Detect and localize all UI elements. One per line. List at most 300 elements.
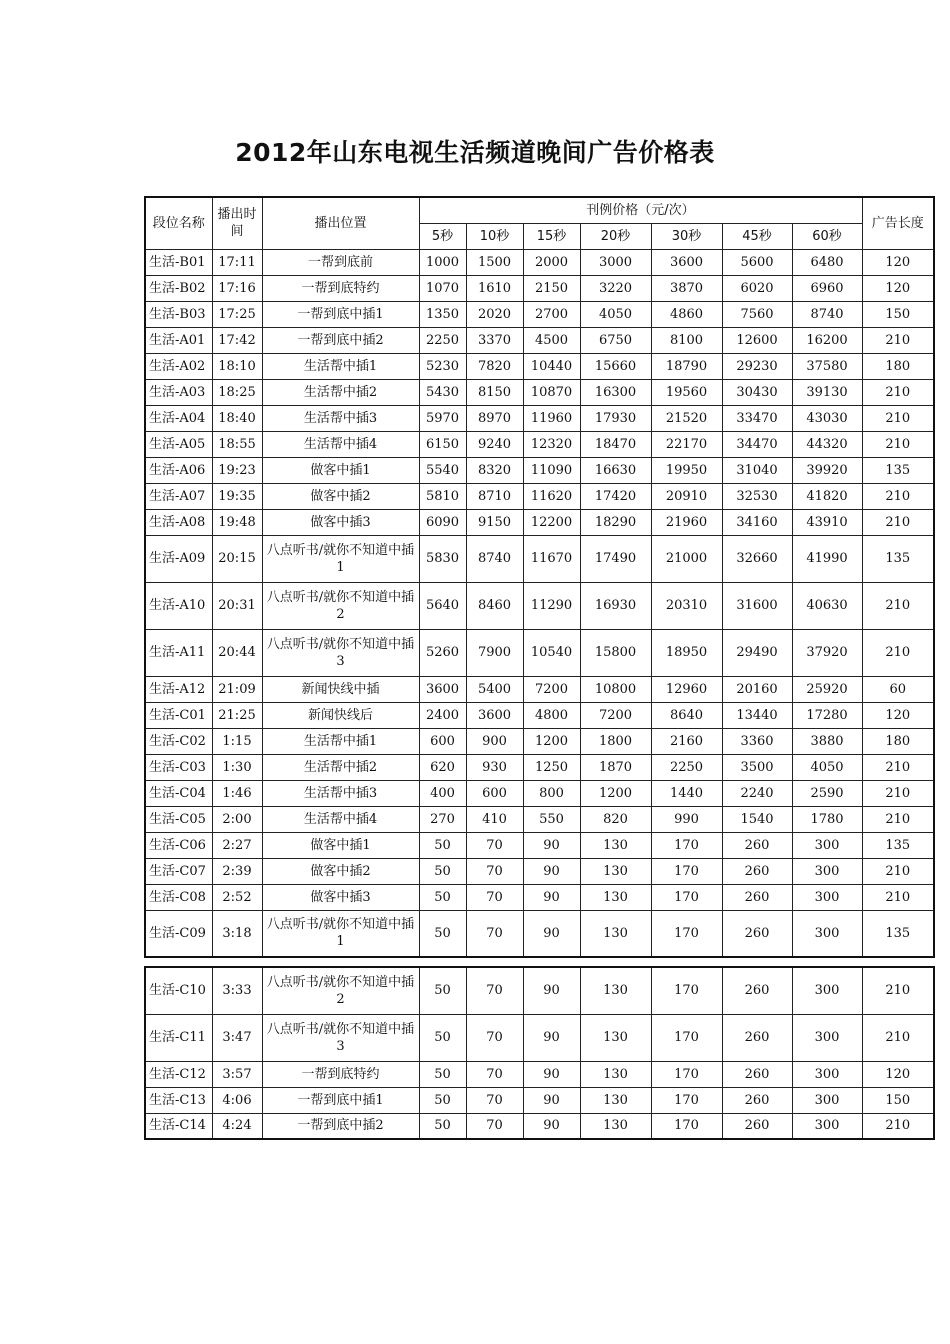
- price-cell: 130: [580, 1087, 651, 1113]
- air-time: 20:44: [212, 629, 262, 676]
- table-row: [145, 806, 934, 832]
- price-cell: 5540: [419, 457, 466, 483]
- price-cell: 70: [466, 967, 523, 1014]
- segment-name: 生活-A02: [145, 353, 212, 379]
- air-time: 21:25: [212, 702, 262, 728]
- air-position: 一帮到底中插2: [262, 327, 419, 353]
- table-row: [145, 1113, 934, 1139]
- price-table: [144, 196, 935, 958]
- segment-name: 生活-C11: [145, 1014, 212, 1061]
- price-cell: 8710: [466, 483, 523, 509]
- air-position: 生活帮中插3: [262, 405, 419, 431]
- table-row: [145, 780, 934, 806]
- price-cell: 130: [580, 832, 651, 858]
- ad-length: 135: [862, 832, 934, 858]
- price-cell: 15660: [580, 353, 651, 379]
- ad-length: 210: [862, 780, 934, 806]
- price-cell: 50: [419, 1061, 466, 1087]
- price-cell: 8640: [651, 702, 722, 728]
- air-position: 做客中插3: [262, 509, 419, 535]
- price-cell: 1200: [523, 728, 580, 754]
- air-position: 生活帮中插2: [262, 754, 419, 780]
- price-cell: 90: [523, 832, 580, 858]
- price-cell: 300: [792, 1113, 862, 1139]
- price-cell: 1350: [419, 301, 466, 327]
- price-cell: 16200: [792, 327, 862, 353]
- price-cell: 9240: [466, 431, 523, 457]
- price-cell: 600: [466, 780, 523, 806]
- table-row: [145, 702, 934, 728]
- segment-name: 生活-C04: [145, 780, 212, 806]
- price-cell: 7560: [722, 301, 792, 327]
- price-cell: 7820: [466, 353, 523, 379]
- price-cell: 19560: [651, 379, 722, 405]
- price-cell: 550: [523, 806, 580, 832]
- price-cell: 70: [466, 1113, 523, 1139]
- segment-name: 生活-C12: [145, 1061, 212, 1087]
- price-cell: 11620: [523, 483, 580, 509]
- ad-length: 210: [862, 1113, 934, 1139]
- price-cell: 260: [722, 1113, 792, 1139]
- price-cell: 70: [466, 1014, 523, 1061]
- price-cell: 260: [722, 1014, 792, 1061]
- price-cell: 3600: [651, 249, 722, 275]
- header-duration: 15秒: [523, 223, 580, 249]
- ad-length: 210: [862, 405, 934, 431]
- segment-name: 生活-A03: [145, 379, 212, 405]
- header-duration: 10秒: [466, 223, 523, 249]
- header-ad-length: 广告长度: [862, 197, 934, 249]
- price-cell: 1780: [792, 806, 862, 832]
- price-cell: 170: [651, 884, 722, 910]
- price-cell: 300: [792, 967, 862, 1014]
- air-position: 八点听书/就你不知道中插1: [262, 910, 419, 957]
- price-cell: 9150: [466, 509, 523, 535]
- price-cell: 70: [466, 884, 523, 910]
- price-cell: 170: [651, 1113, 722, 1139]
- price-cell: 33470: [722, 405, 792, 431]
- price-cell: 1200: [580, 780, 651, 806]
- ad-length: 180: [862, 353, 934, 379]
- price-cell: 16300: [580, 379, 651, 405]
- air-position: 生活帮中插4: [262, 431, 419, 457]
- price-cell: 1540: [722, 806, 792, 832]
- price-cell: 300: [792, 910, 862, 957]
- price-cell: 1000: [419, 249, 466, 275]
- price-cell: 22170: [651, 431, 722, 457]
- segment-name: 生活-A04: [145, 405, 212, 431]
- price-cell: 25920: [792, 676, 862, 702]
- price-cell: 6150: [419, 431, 466, 457]
- air-time: 1:30: [212, 754, 262, 780]
- price-cell: 11960: [523, 405, 580, 431]
- price-cell: 130: [580, 1113, 651, 1139]
- segment-name: 生活-C10: [145, 967, 212, 1014]
- price-cell: 31040: [722, 457, 792, 483]
- price-cell: 90: [523, 858, 580, 884]
- price-cell: 4500: [523, 327, 580, 353]
- header-position: 播出位置: [262, 197, 419, 249]
- price-cell: 1500: [466, 249, 523, 275]
- air-time: 17:11: [212, 249, 262, 275]
- air-time: 20:15: [212, 535, 262, 582]
- ad-length: 120: [862, 1061, 934, 1087]
- price-cell: 16930: [580, 582, 651, 629]
- air-time: 2:27: [212, 832, 262, 858]
- price-cell: 2000: [523, 249, 580, 275]
- table-row: [145, 1061, 934, 1087]
- air-position: 一帮到底特约: [262, 275, 419, 301]
- air-time: 18:40: [212, 405, 262, 431]
- price-cell: 70: [466, 858, 523, 884]
- price-table-continued: [144, 966, 935, 1140]
- price-cell: 6020: [722, 275, 792, 301]
- table-row: [145, 535, 934, 582]
- header-segment: 段位名称: [145, 197, 212, 249]
- price-cell: 260: [722, 1087, 792, 1113]
- price-cell: 10800: [580, 676, 651, 702]
- price-cell: 50: [419, 884, 466, 910]
- price-cell: 5260: [419, 629, 466, 676]
- header-price-group: 刊例价格（元/次）: [419, 197, 862, 223]
- price-cell: 260: [722, 832, 792, 858]
- ad-length: 210: [862, 483, 934, 509]
- ad-length: 210: [862, 629, 934, 676]
- price-cell: 17280: [792, 702, 862, 728]
- price-cell: 70: [466, 1087, 523, 1113]
- segment-name: 生活-C02: [145, 728, 212, 754]
- price-cell: 260: [722, 884, 792, 910]
- price-cell: 1610: [466, 275, 523, 301]
- air-time: 3:47: [212, 1014, 262, 1061]
- air-position: 生活帮中插1: [262, 353, 419, 379]
- price-cell: 260: [722, 910, 792, 957]
- ad-length: 210: [862, 858, 934, 884]
- price-cell: 50: [419, 858, 466, 884]
- price-cell: 2250: [419, 327, 466, 353]
- air-time: 4:06: [212, 1087, 262, 1113]
- ad-length: 210: [862, 431, 934, 457]
- table-row: [145, 509, 934, 535]
- price-cell: 16630: [580, 457, 651, 483]
- price-cell: 29490: [722, 629, 792, 676]
- price-cell: 8740: [466, 535, 523, 582]
- ad-length: 120: [862, 702, 934, 728]
- segment-name: 生活-A05: [145, 431, 212, 457]
- price-cell: 5400: [466, 676, 523, 702]
- ad-length: 120: [862, 249, 934, 275]
- price-cell: 3500: [722, 754, 792, 780]
- price-cell: 90: [523, 1061, 580, 1087]
- air-position: 一帮到底中插1: [262, 301, 419, 327]
- price-cell: 2250: [651, 754, 722, 780]
- price-cell: 37920: [792, 629, 862, 676]
- table-row: [145, 582, 934, 629]
- air-time: 17:42: [212, 327, 262, 353]
- air-position: 一帮到底中插1: [262, 1087, 419, 1113]
- price-cell: 19950: [651, 457, 722, 483]
- segment-name: 生活-C03: [145, 754, 212, 780]
- price-cell: 8320: [466, 457, 523, 483]
- price-cell: 50: [419, 832, 466, 858]
- price-cell: 3000: [580, 249, 651, 275]
- price-cell: 3880: [792, 728, 862, 754]
- air-position: 一帮到底特约: [262, 1061, 419, 1087]
- price-cell: 170: [651, 858, 722, 884]
- price-cell: 5810: [419, 483, 466, 509]
- price-cell: 32660: [722, 535, 792, 582]
- price-cell: 41990: [792, 535, 862, 582]
- air-time: 19:48: [212, 509, 262, 535]
- table-row: [145, 301, 934, 327]
- header-duration: 20秒: [580, 223, 651, 249]
- air-time: 2:52: [212, 884, 262, 910]
- ad-length: 210: [862, 806, 934, 832]
- price-cell: 90: [523, 967, 580, 1014]
- price-cell: 8100: [651, 327, 722, 353]
- air-position: 一帮到底前: [262, 249, 419, 275]
- price-cell: 10870: [523, 379, 580, 405]
- price-cell: 170: [651, 832, 722, 858]
- price-cell: 90: [523, 910, 580, 957]
- price-cell: 620: [419, 754, 466, 780]
- header-duration: 60秒: [792, 223, 862, 249]
- price-cell: 7900: [466, 629, 523, 676]
- header-duration: 45秒: [722, 223, 792, 249]
- price-cell: 1250: [523, 754, 580, 780]
- price-cell: 12960: [651, 676, 722, 702]
- table-row: [145, 249, 934, 275]
- price-cell: 1070: [419, 275, 466, 301]
- price-cell: 3600: [419, 676, 466, 702]
- air-time: 1:46: [212, 780, 262, 806]
- ad-length: 150: [862, 1087, 934, 1113]
- price-cell: 2700: [523, 301, 580, 327]
- price-cell: 5640: [419, 582, 466, 629]
- price-cell: 34160: [722, 509, 792, 535]
- price-cell: 8150: [466, 379, 523, 405]
- air-position: 八点听书/就你不知道中插1: [262, 535, 419, 582]
- segment-name: 生活-C09: [145, 910, 212, 957]
- page-title: 2012年山东电视生活频道晚间广告价格表: [235, 138, 715, 167]
- price-cell: 270: [419, 806, 466, 832]
- price-cell: 43910: [792, 509, 862, 535]
- price-cell: 70: [466, 1061, 523, 1087]
- price-cell: 90: [523, 1113, 580, 1139]
- price-cell: 39130: [792, 379, 862, 405]
- table-row: [145, 327, 934, 353]
- price-cell: 10440: [523, 353, 580, 379]
- table-row: [145, 967, 934, 1014]
- price-cell: 3370: [466, 327, 523, 353]
- segment-name: 生活-A07: [145, 483, 212, 509]
- air-time: 4:24: [212, 1113, 262, 1139]
- table-row: [145, 405, 934, 431]
- price-cell: 17930: [580, 405, 651, 431]
- price-cell: 18470: [580, 431, 651, 457]
- ad-length: 60: [862, 676, 934, 702]
- segment-name: 生活-B01: [145, 249, 212, 275]
- price-cell: 5970: [419, 405, 466, 431]
- air-position: 生活帮中插4: [262, 806, 419, 832]
- price-cell: 2020: [466, 301, 523, 327]
- header-time: 播出时间: [212, 197, 262, 249]
- price-cell: 5600: [722, 249, 792, 275]
- air-time: 1:15: [212, 728, 262, 754]
- price-cell: 70: [466, 832, 523, 858]
- price-cell: 11090: [523, 457, 580, 483]
- air-position: 生活帮中插2: [262, 379, 419, 405]
- segment-name: 生活-C01: [145, 702, 212, 728]
- segment-name: 生活-C07: [145, 858, 212, 884]
- price-cell: 800: [523, 780, 580, 806]
- price-cell: 260: [722, 1061, 792, 1087]
- price-cell: 130: [580, 1061, 651, 1087]
- table-row: [145, 275, 934, 301]
- air-time: 18:55: [212, 431, 262, 457]
- price-cell: 13440: [722, 702, 792, 728]
- price-cell: 40630: [792, 582, 862, 629]
- price-cell: 6960: [792, 275, 862, 301]
- ad-length: 210: [862, 582, 934, 629]
- price-cell: 1800: [580, 728, 651, 754]
- air-time: 17:16: [212, 275, 262, 301]
- price-cell: 18950: [651, 629, 722, 676]
- price-cell: 3360: [722, 728, 792, 754]
- table-row: [145, 728, 934, 754]
- price-cell: 32530: [722, 483, 792, 509]
- price-cell: 2590: [792, 780, 862, 806]
- table-row: [145, 483, 934, 509]
- price-cell: 5230: [419, 353, 466, 379]
- price-cell: 90: [523, 884, 580, 910]
- price-cell: 930: [466, 754, 523, 780]
- price-cell: 300: [792, 884, 862, 910]
- price-cell: 29230: [722, 353, 792, 379]
- price-cell: 12600: [722, 327, 792, 353]
- price-cell: 6090: [419, 509, 466, 535]
- price-cell: 50: [419, 1014, 466, 1061]
- segment-name: 生活-A12: [145, 676, 212, 702]
- segment-name: 生活-C06: [145, 832, 212, 858]
- air-position: 做客中插1: [262, 457, 419, 483]
- air-position: 做客中插1: [262, 832, 419, 858]
- price-cell: 7200: [523, 676, 580, 702]
- price-cell: 4050: [792, 754, 862, 780]
- ad-length: 210: [862, 754, 934, 780]
- air-position: 一帮到底中插2: [262, 1113, 419, 1139]
- table-row: [145, 353, 934, 379]
- price-cell: 410: [466, 806, 523, 832]
- segment-name: 生活-C05: [145, 806, 212, 832]
- table-row: [145, 629, 934, 676]
- price-cell: 130: [580, 858, 651, 884]
- ad-length: 135: [862, 535, 934, 582]
- price-cell: 170: [651, 967, 722, 1014]
- air-position: 做客中插2: [262, 858, 419, 884]
- air-position: 八点听书/就你不知道中插3: [262, 629, 419, 676]
- price-cell: 300: [792, 1087, 862, 1113]
- price-cell: 2240: [722, 780, 792, 806]
- price-cell: 17490: [580, 535, 651, 582]
- segment-name: 生活-A11: [145, 629, 212, 676]
- ad-length: 135: [862, 457, 934, 483]
- price-cell: 21960: [651, 509, 722, 535]
- price-cell: 8460: [466, 582, 523, 629]
- ad-length: 210: [862, 967, 934, 1014]
- price-cell: 20910: [651, 483, 722, 509]
- price-cell: 6480: [792, 249, 862, 275]
- ad-length: 210: [862, 884, 934, 910]
- price-cell: 4860: [651, 301, 722, 327]
- ad-length: 210: [862, 1014, 934, 1061]
- price-cell: 260: [722, 858, 792, 884]
- air-time: 18:25: [212, 379, 262, 405]
- price-cell: 8740: [792, 301, 862, 327]
- ad-length: 210: [862, 379, 934, 405]
- price-cell: 50: [419, 910, 466, 957]
- ad-length: 210: [862, 509, 934, 535]
- price-cell: 4050: [580, 301, 651, 327]
- price-cell: 1440: [651, 780, 722, 806]
- price-cell: 21000: [651, 535, 722, 582]
- price-cell: 300: [792, 858, 862, 884]
- price-cell: 400: [419, 780, 466, 806]
- price-cell: 18790: [651, 353, 722, 379]
- air-position: 生活帮中插1: [262, 728, 419, 754]
- price-cell: 50: [419, 1113, 466, 1139]
- air-time: 19:23: [212, 457, 262, 483]
- price-cell: 170: [651, 1061, 722, 1087]
- table-row: [145, 832, 934, 858]
- price-cell: 39920: [792, 457, 862, 483]
- air-time: 19:35: [212, 483, 262, 509]
- table-row: [145, 754, 934, 780]
- price-cell: 70: [466, 910, 523, 957]
- price-cell: 11290: [523, 582, 580, 629]
- price-cell: 90: [523, 1014, 580, 1061]
- air-position: 新闻快线后: [262, 702, 419, 728]
- price-cell: 130: [580, 910, 651, 957]
- ad-length: 120: [862, 275, 934, 301]
- price-cell: 44320: [792, 431, 862, 457]
- air-time: 21:09: [212, 676, 262, 702]
- price-cell: 21520: [651, 405, 722, 431]
- segment-name: 生活-B03: [145, 301, 212, 327]
- price-cell: 990: [651, 806, 722, 832]
- price-cell: 600: [419, 728, 466, 754]
- segment-name: 生活-C14: [145, 1113, 212, 1139]
- header-duration: 30秒: [651, 223, 722, 249]
- price-cell: 130: [580, 967, 651, 1014]
- price-cell: 37580: [792, 353, 862, 379]
- price-cell: 170: [651, 910, 722, 957]
- price-cell: 8970: [466, 405, 523, 431]
- price-cell: 260: [722, 967, 792, 1014]
- segment-name: 生活-C13: [145, 1087, 212, 1113]
- table-row: [145, 457, 934, 483]
- air-position: 八点听书/就你不知道中插2: [262, 582, 419, 629]
- price-cell: 130: [580, 1014, 651, 1061]
- price-cell: 4800: [523, 702, 580, 728]
- air-time: 2:00: [212, 806, 262, 832]
- segment-name: 生活-A06: [145, 457, 212, 483]
- price-cell: 2400: [419, 702, 466, 728]
- price-cell: 7200: [580, 702, 651, 728]
- price-cell: 50: [419, 967, 466, 1014]
- price-cell: 15800: [580, 629, 651, 676]
- price-cell: 6750: [580, 327, 651, 353]
